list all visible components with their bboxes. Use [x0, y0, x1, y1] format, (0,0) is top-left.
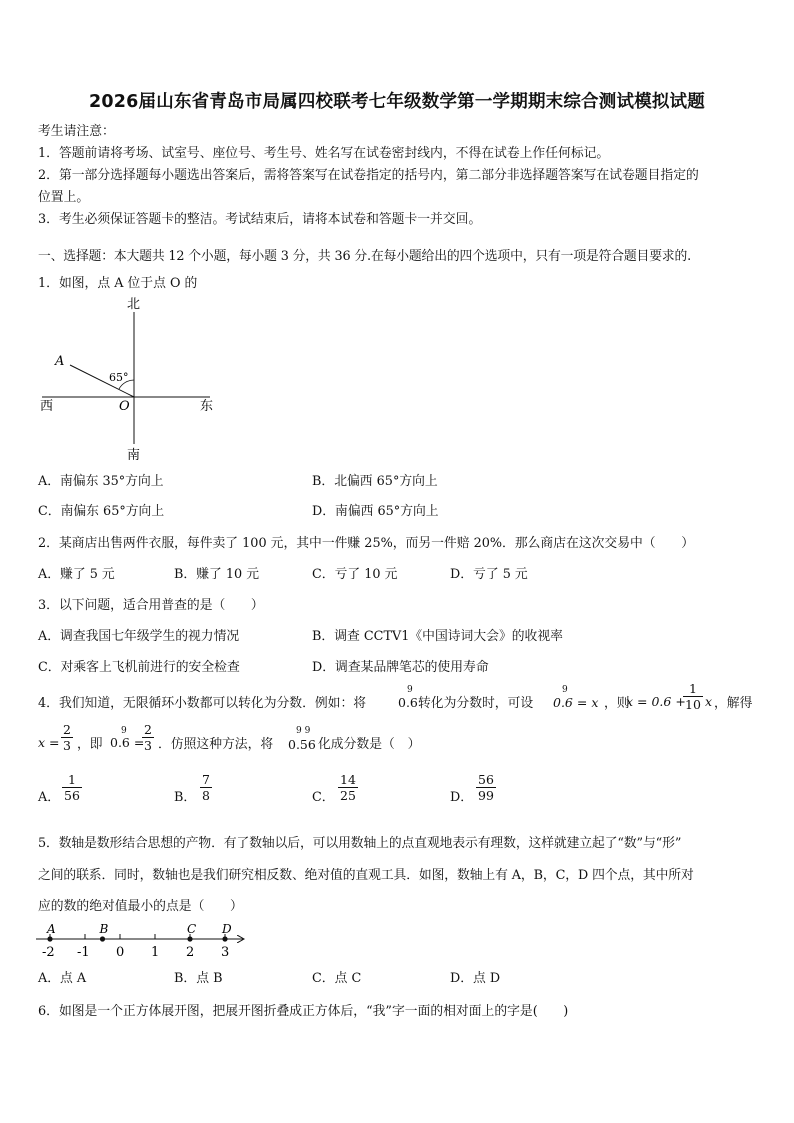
- repeating-decimal: 0.6: [398, 695, 418, 710]
- q4-option-a-label[interactable]: A．: [38, 790, 61, 805]
- q3-option-b[interactable]: B．调查 CCTV1《中国诗词大会》的收视率: [312, 629, 563, 644]
- q4-option-c-fraction[interactable]: $\frac{14}{25}$: [340, 772, 356, 803]
- question-3-stem: 3．以下问题，适合用普查的是（ ）: [38, 598, 264, 613]
- x-variable: x: [705, 694, 713, 709]
- q4-text-6: ．仿照这种方法，将: [158, 737, 274, 752]
- repeating-dot: 9: [407, 685, 413, 695]
- point-d: [222, 936, 227, 941]
- notice-item: 2．第一部分选择题每小题选出答案后，需将答案写在试卷指定的括号内，第二部分非选择题答案写在试卷题目指定的: [38, 168, 699, 183]
- q2-option-c[interactable]: C．亏了 10 元: [312, 567, 398, 582]
- q3-option-d[interactable]: D．调查某品牌笔芯的使用寿命: [312, 660, 489, 675]
- q4-option-d-fraction[interactable]: $\frac{56}{99}$: [478, 772, 494, 803]
- q4-text-5: ，即: [77, 737, 103, 752]
- q5-option-b[interactable]: B．点 B: [174, 971, 223, 986]
- question-5-line: 5．数轴是数形结合思想的产物．有了数轴以后，可以用数轴上的点直观地表示有理数，这样就建立起了“数”与“形”: [38, 836, 682, 851]
- point-label: C: [187, 922, 197, 936]
- repeating-dot: 9: [562, 685, 568, 695]
- point-label: A: [47, 922, 56, 936]
- q3-option-a[interactable]: A．调查我国七年级学生的视力情况: [38, 629, 240, 644]
- decimal-equals: 0.6 =: [110, 735, 145, 750]
- q4-option-c-label[interactable]: C．: [312, 790, 335, 805]
- q1-option-a[interactable]: A．南偏东 35°方向上: [38, 474, 164, 489]
- q4-text-4: ，解得: [714, 696, 753, 711]
- q3-option-c[interactable]: C．对乘客上飞机前进行的安全检查: [38, 660, 240, 675]
- q4-option-d-label[interactable]: D．: [450, 790, 474, 805]
- notice-heading: 考生请注意：: [38, 124, 115, 139]
- point-a-label: A: [55, 354, 65, 369]
- notice-item: 3．考生必须保证答题卡的整洁。考试结束后，请将本试卷和答题卡一并交回。: [38, 212, 482, 227]
- q2-option-d[interactable]: D．亏了 5 元: [450, 567, 528, 582]
- fraction-1-10: $\frac{1}{10}$: [685, 681, 701, 712]
- compass-figure: [30, 292, 230, 462]
- q5-option-a[interactable]: A．点 A: [38, 971, 87, 986]
- q4-text-7: 化成分数是（ ）: [318, 737, 421, 752]
- repeating-dots: 9 9: [296, 726, 311, 736]
- tick-label: 2: [186, 945, 195, 960]
- east-label: 东: [200, 399, 214, 414]
- question-6-stem: 6．如图是一个正方体展开图，把展开图折叠成正方体后，“我”字一面的相对面上的字是( ): [38, 1004, 569, 1019]
- repeating-decimal-2: 0.56: [288, 737, 316, 752]
- question-2-stem: 2．某商店出售两件衣服，每件卖了 100 元，其中一件赚 25%，而另一件赔 20%．那么商店在这次交易中（ ）: [38, 536, 694, 551]
- south-label: 南: [127, 448, 141, 462]
- q1-option-c[interactable]: C．南偏东 65°方向上: [38, 504, 165, 519]
- question-1-stem: 1．如图，点 A 位于点 O 的: [38, 276, 198, 291]
- tick-label: -2: [42, 945, 55, 960]
- origin-label: O: [119, 399, 130, 414]
- page-title: 2026届山东省青岛市局属四校联考七年级数学第一学期期末综合测试模拟试题: [89, 92, 705, 112]
- q5-option-d[interactable]: D．点 D: [450, 971, 501, 986]
- angle-label: 65°: [109, 371, 129, 384]
- point-c: [187, 936, 192, 941]
- question-5-line: 应的数的绝对值最小的点是（ ）: [38, 899, 243, 914]
- west-label: 西: [40, 399, 54, 414]
- tick-label: 1: [151, 945, 160, 960]
- q4-text-1: 4．我们知道，无限循环小数都可以转化为分数．例如：将: [38, 696, 367, 711]
- question-5-line: 之间的联系．同时，数轴也是我们研究相反数、绝对值的直观工具．如图，数轴上有 A，B，C，D 四个点，其中所对: [38, 868, 694, 883]
- equation-x: [553, 695, 598, 710]
- repeating-dot: 9: [121, 726, 127, 736]
- number-line: [30, 915, 260, 965]
- q4-text-3: ，则: [604, 696, 630, 711]
- point-label: D: [222, 922, 232, 936]
- q4-option-b-label[interactable]: B．: [174, 790, 197, 805]
- q1-option-b[interactable]: B．北偏西 65°方向上: [312, 474, 438, 489]
- point-label: B: [99, 922, 109, 936]
- rhs-expression: x = 0.6 +: [626, 694, 686, 709]
- q1-option-d[interactable]: D．南偏西 65°方向上: [312, 504, 439, 519]
- q4-option-b-fraction[interactable]: $\frac{7}{8}$: [202, 772, 210, 803]
- decimal: 0.6: [553, 695, 573, 710]
- q4-text-2: 转化为分数时，可设: [418, 696, 534, 711]
- point-a: [47, 936, 52, 941]
- fraction-2-3: $\frac{2}{3}$: [63, 722, 71, 753]
- q2-option-a[interactable]: A．赚了 5 元: [38, 567, 115, 582]
- section-heading: 一、选择题：本大题共 12 个小题，每小题 3 分，共 36 分.在每小题给出的四个选项中，只有一项是符合题目要求的.: [38, 249, 692, 264]
- q5-option-c[interactable]: C．点 C: [312, 971, 362, 986]
- point-b: [100, 936, 105, 941]
- x-equals: x =: [38, 735, 60, 750]
- q4-option-a-fraction[interactable]: $\frac{1}{56}$: [64, 772, 80, 803]
- tick-label: -1: [77, 945, 90, 960]
- fraction-2-3: $\frac{2}{3}$: [144, 722, 152, 753]
- tick-label: 3: [221, 945, 230, 960]
- notice-item: 位置上。: [38, 190, 90, 205]
- tick-label: 0: [116, 945, 125, 960]
- eq-x: = x: [576, 695, 599, 710]
- notice-item: 1．答题前请将考场、试室号、座位号、考生号、姓名写在试卷密封线内，不得在试卷上作任何标记。: [38, 146, 610, 161]
- q2-option-b[interactable]: B．赚了 10 元: [174, 567, 260, 582]
- north-label: 北: [127, 297, 141, 312]
